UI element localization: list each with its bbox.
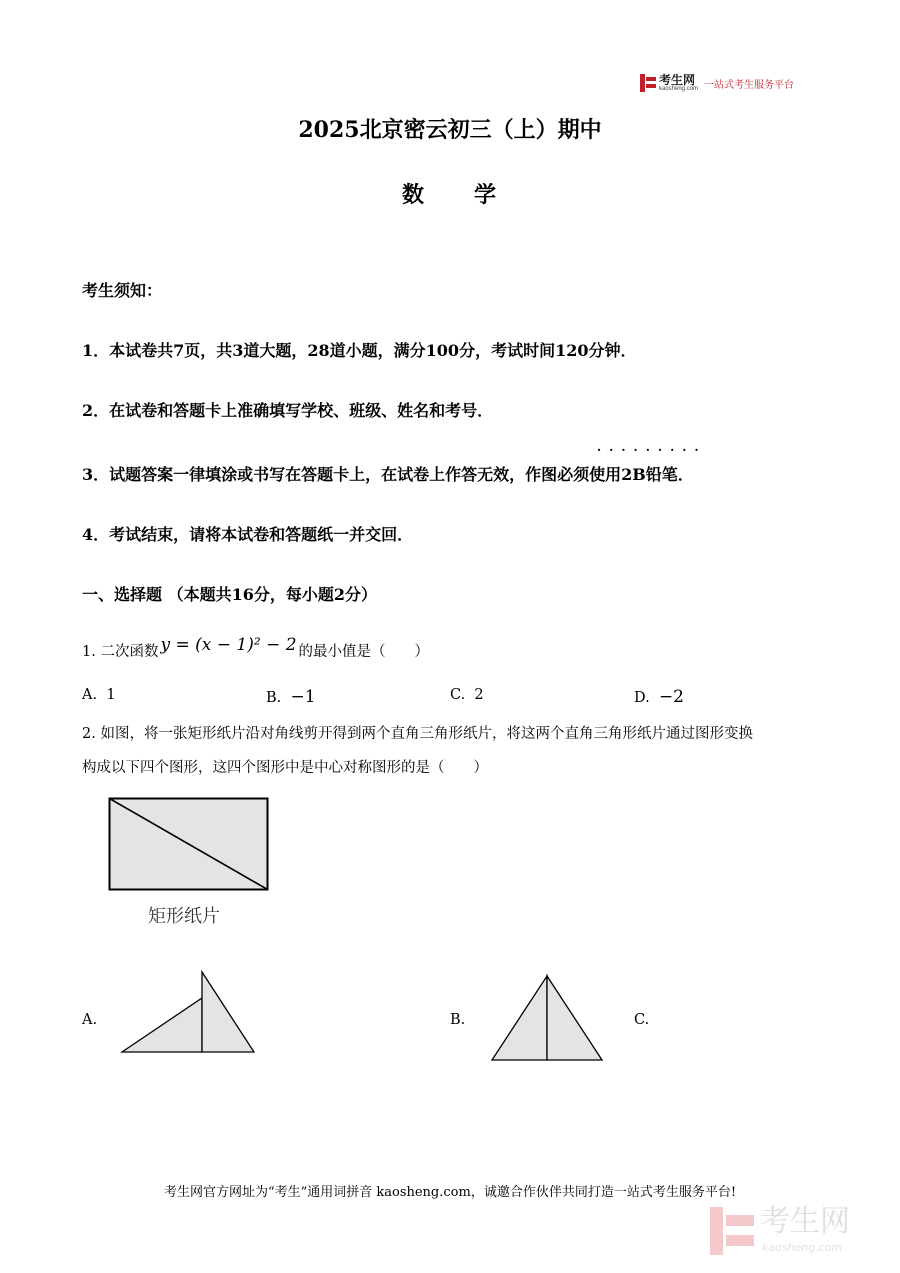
brand-logo-text: 考生网 xyxy=(659,72,696,87)
watermark-logo-icon xyxy=(710,1207,754,1255)
q1-prefix: 1. 二次函数 xyxy=(82,644,159,660)
subject-title: 数 学 xyxy=(401,182,498,208)
watermark-text: 考生网 xyxy=(760,1204,850,1239)
q1-option-b-label: B. xyxy=(266,690,282,706)
page-footer: 考生网官方网址为“考生”通用词拼音 kaosheng.com，诚邀合作伙伴共同打造一站式考生服务平台! xyxy=(163,1185,737,1200)
q2-line-2: 构成以下四个图形，这四个图形中是中心对称图形的是（ ） xyxy=(82,760,488,776)
question-1 xyxy=(82,634,430,661)
emphasis-dots: ········· xyxy=(597,443,707,457)
kaosheng-logo-icon xyxy=(640,74,656,92)
option-b-triangle-right xyxy=(547,976,602,1060)
q1-option-c[interactable] xyxy=(450,687,484,703)
q1-option-b-value: −1 xyxy=(290,687,316,707)
q2-option-b-figure[interactable] xyxy=(488,972,606,1064)
q1-option-a-label: A. xyxy=(82,687,98,703)
section-heading: 一、选择题 （本题共16分，每小题2分） xyxy=(82,585,377,604)
q2-option-c-label[interactable]: C. xyxy=(634,1012,650,1028)
option-a-triangle-left xyxy=(122,998,202,1052)
q1-option-a-value: 1 xyxy=(106,687,116,703)
option-b-triangle-left xyxy=(492,976,547,1060)
rectangle-caption: 矩形纸片 xyxy=(148,906,220,927)
q2-option-b-label[interactable]: B. xyxy=(450,1012,466,1028)
brand-logo xyxy=(659,72,699,92)
q1-option-c-label: C. xyxy=(450,687,466,703)
q1-option-a[interactable] xyxy=(82,687,116,703)
notice-item-2: 2．在试卷和答题卡上准确填写学校、班级、姓名和考号． xyxy=(82,401,494,420)
brand-slogan: 一站式考生服务平台 xyxy=(704,79,795,91)
option-a-triangle-right xyxy=(202,972,254,1052)
q2-option-a-figure[interactable] xyxy=(118,968,260,1058)
q2-line-1: 2. 如图，将一张矩形纸片沿对角线剪开得到两个直角三角形纸片，将这两个直角三角形纸片通过图形变换 xyxy=(82,726,753,742)
notice-item-3: 3．试题答案一律填涂或书写在答题卡上，在试卷上作答无效，作图必须使用2B铅笔． xyxy=(82,465,694,484)
notice-item-1: 1．本试卷共7页，共3道大题，28道小题，满分100分，考试时间120分钟． xyxy=(82,341,637,360)
rectangle-paper-figure xyxy=(108,797,270,893)
brand-header xyxy=(640,72,810,94)
q1-option-c-value: 2 xyxy=(474,687,484,703)
q1-option-b[interactable] xyxy=(266,687,316,707)
q1-option-d-value: −2 xyxy=(658,687,684,707)
brand-logo-sub: kaosheng.com xyxy=(659,85,699,92)
watermark xyxy=(710,1205,870,1257)
q1-option-d[interactable] xyxy=(634,687,684,707)
q1-suffix: 的最小值是（ ） xyxy=(298,644,430,660)
q1-option-d-label: D. xyxy=(634,690,650,706)
notice-heading: 考生须知： xyxy=(82,281,163,300)
watermark-sub: kaosheng.com xyxy=(762,1241,843,1254)
q2-option-a-label[interactable]: A. xyxy=(82,1012,98,1028)
q1-formula: y = (x − 1)² − 2 xyxy=(160,634,297,655)
notice-item-4: 4．考试结束，请将本试卷和答题纸一并交回． xyxy=(82,525,414,544)
exam-title: 2025北京密云初三（上）期中 xyxy=(298,117,602,143)
